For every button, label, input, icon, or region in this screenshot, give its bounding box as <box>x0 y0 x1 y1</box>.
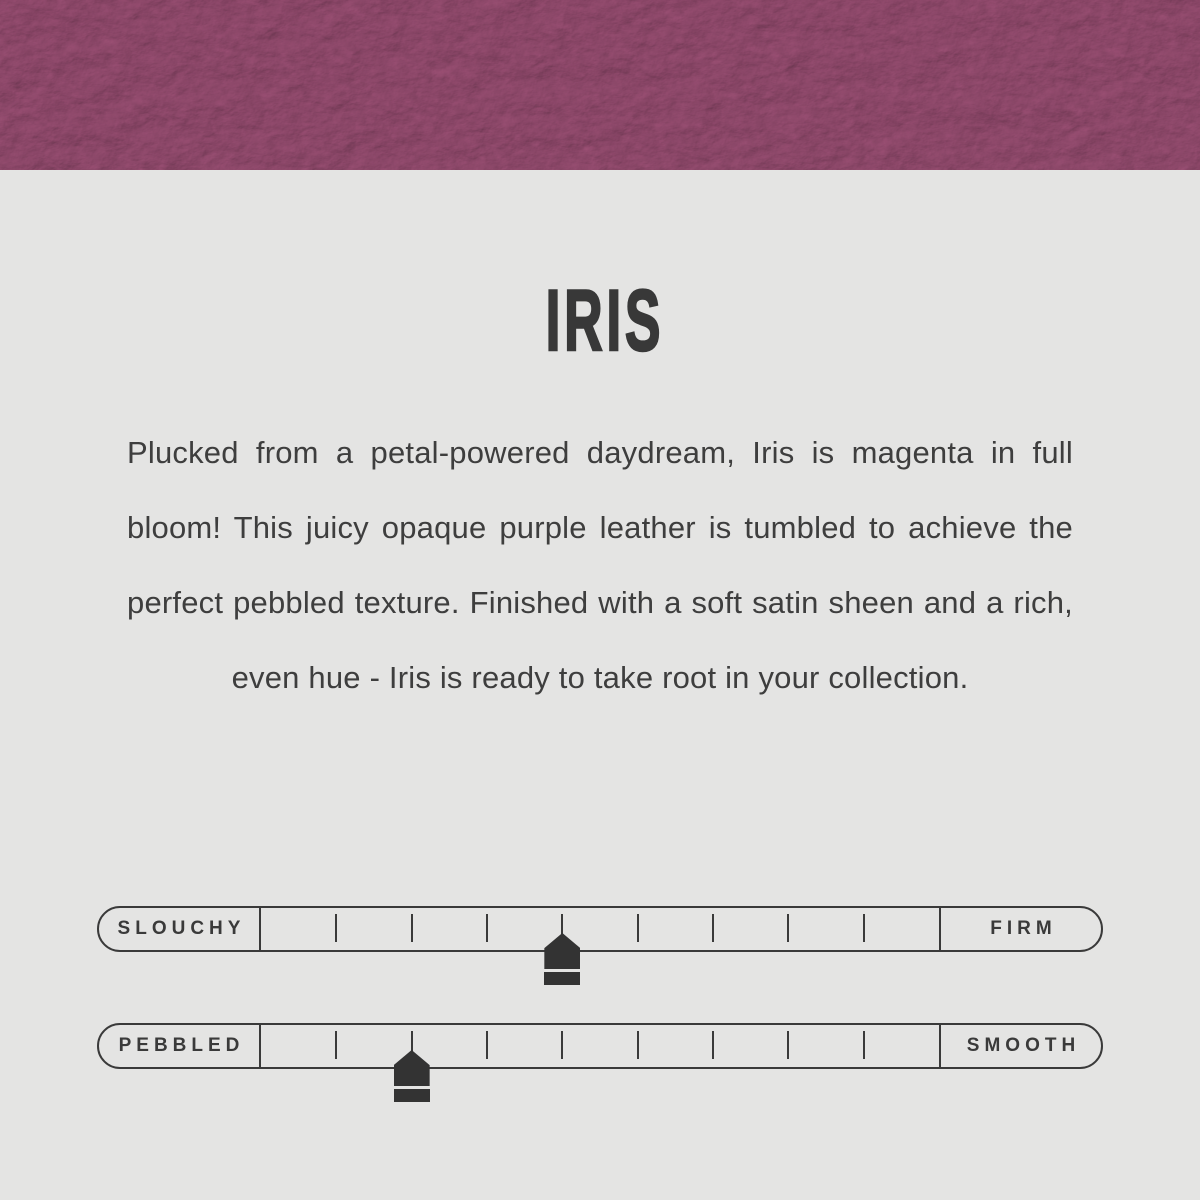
texture-marker <box>394 1050 430 1102</box>
marker-base <box>544 972 580 985</box>
scale-tick <box>486 914 488 942</box>
scale-tick <box>787 914 789 942</box>
texture-scale-ticks <box>261 1025 939 1067</box>
scale-tick <box>863 1031 865 1059</box>
scale-tick <box>335 1031 337 1059</box>
scale-tick <box>637 914 639 942</box>
texture-scale-right-label: SMOOTH <box>966 1035 1081 1056</box>
scale-tick <box>411 914 413 942</box>
marker-pointer-icon <box>394 1050 430 1086</box>
firmness-scale-left-cell <box>99 908 261 950</box>
firmness-marker <box>544 933 580 985</box>
texture-scale-left-cell <box>99 1025 261 1067</box>
marker-base <box>394 1089 430 1102</box>
firmness-scale-right-cell <box>939 908 1101 950</box>
texture-scale-left-label: PEBBLED <box>118 1035 245 1056</box>
description-line: Plucked from a petal-powered daydream, Iris is magenta in full <box>127 435 1073 470</box>
firmness-scale-left-label: SLOUCHY <box>117 918 246 939</box>
texture-scale-right-cell <box>939 1025 1101 1067</box>
scale-tick <box>787 1031 789 1059</box>
scale-tick <box>712 914 714 942</box>
color-description <box>127 415 1073 715</box>
firmness-scale-ticks <box>261 908 939 950</box>
marker-pointer-icon <box>544 933 580 969</box>
scale-tick <box>712 1031 714 1059</box>
leather-swatch-image <box>0 0 1200 170</box>
firmness-scale-right-label: FIRM <box>990 918 1057 939</box>
description-line: perfect pebbled texture. Finished with a soft satin sheen and a rich, <box>127 585 1073 620</box>
description-line: bloom! This juicy opaque purple leather is tumbled to achieve the <box>127 510 1073 545</box>
scale-tick <box>561 1031 563 1059</box>
scale-tick <box>637 1031 639 1059</box>
scale-tick <box>335 914 337 942</box>
scale-tick <box>863 914 865 942</box>
scale-tick <box>486 1031 488 1059</box>
description-line: even hue - Iris is ready to take root in your collection. <box>231 660 969 695</box>
page-title: IRIS <box>545 273 665 369</box>
texture-scale <box>97 1023 1103 1069</box>
firmness-scale <box>97 906 1103 952</box>
